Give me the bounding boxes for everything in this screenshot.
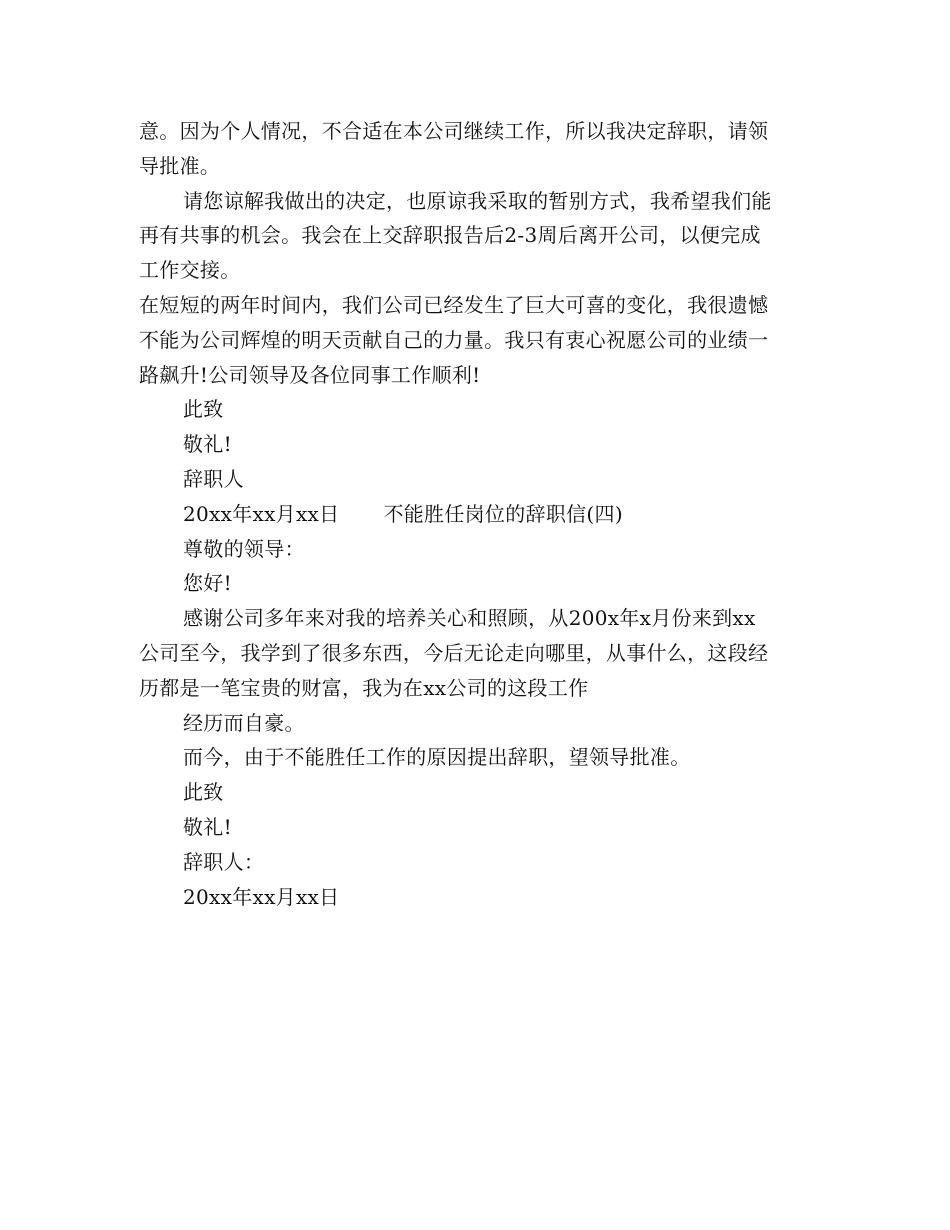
text-line: 公司至今，我学到了很多东西，今后无论走向哪里，从事什么，这段经	[139, 640, 769, 665]
closing-salutation: 此致	[183, 397, 224, 422]
letter-heading: 不能胜任岗位的辞职信(四)	[383, 501, 623, 526]
document-body	[139, 114, 814, 914]
greeting-addressee: 尊敬的领导：	[183, 536, 305, 561]
text-line: 而今，由于不能胜任工作的原因提出辞职，望领导批准。	[183, 745, 691, 770]
greeting-hello: 您好!	[183, 571, 232, 596]
text-line: 再有共事的机会。我会在上交辞职报告后2-3周后离开公司，以便完成	[139, 223, 761, 248]
text-line: 路飙升!公司领导及各位同事工作顺利!	[139, 362, 481, 387]
date-and-heading-line	[139, 497, 814, 532]
date-text: 20xx年xx月xx日	[183, 884, 340, 909]
text-line: 经历而自豪。	[183, 710, 305, 735]
closing-salutation: 此致	[183, 780, 224, 805]
closing-regards: 敬礼!	[183, 814, 232, 839]
text-line: 在短短的两年时间内，我们公司已经发生了巨大可喜的变化，我很遗憾	[139, 292, 769, 317]
text-line: 不能为公司辉煌的明天贡献自己的力量。我只有衷心祝愿公司的业绩一	[139, 327, 769, 352]
date-text: 20xx年xx月xx日	[183, 501, 340, 526]
text-line: 导批准。	[139, 153, 221, 178]
text-line: 历都是一笔宝贵的财富，我为在xx公司的这段工作	[139, 675, 589, 700]
text-line: 感谢公司多年来对我的培养关心和照顾，从200x年x月份来到xx	[183, 606, 756, 631]
text-line: 请您谅解我做出的决定，也原谅我采取的暂别方式，我希望我们能	[183, 188, 772, 213]
text-line: 意。因为个人情况，不合适在本公司继续工作，所以我决定辞职，请领	[139, 119, 769, 143]
signature-label: 辞职人：	[183, 849, 265, 874]
closing-regards: 敬礼!	[183, 432, 232, 457]
signature-label: 辞职人	[183, 466, 244, 491]
text-line: 工作交接。	[139, 258, 241, 283]
